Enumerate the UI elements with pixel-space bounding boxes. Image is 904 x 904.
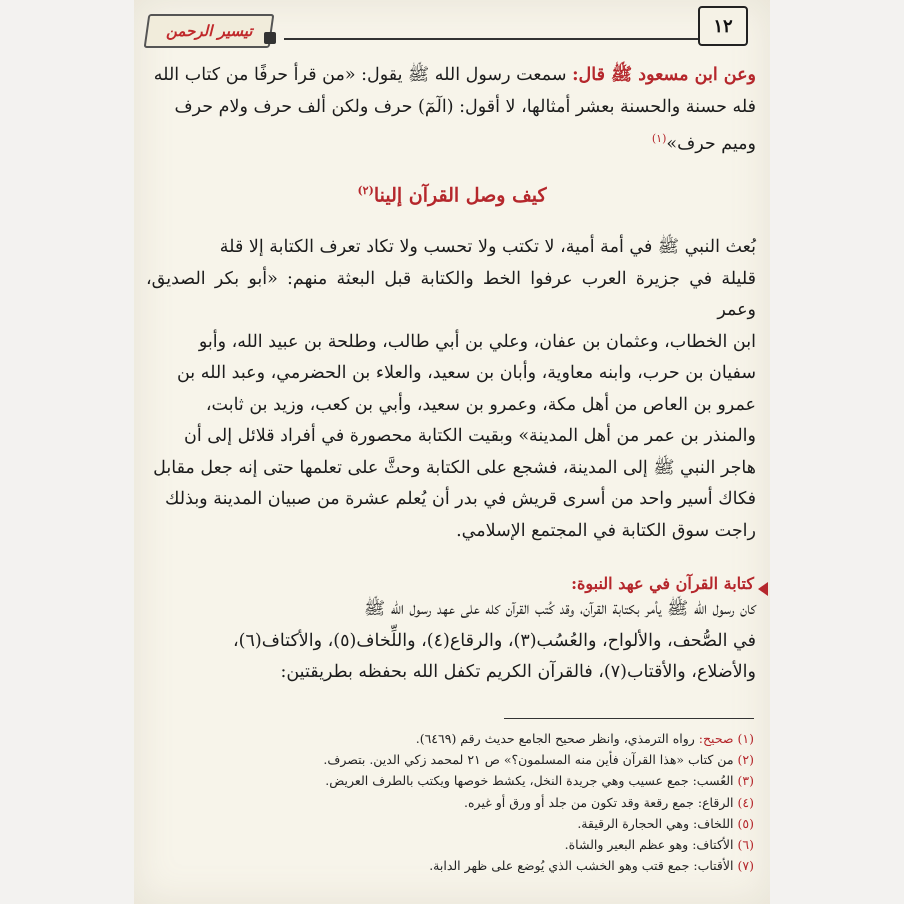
footnote-text: وهي الحجارة الرقيقة. [577, 815, 694, 831]
body-line: كان رسول الله ﷺ يأمر بكتابة القرآن، وقد كُتب القرآن كله على عهد رسول الله ﷺ [364, 599, 756, 619]
lamp-icon [264, 32, 276, 44]
footnote-label: العُسب: [692, 773, 734, 789]
footnote-text: جمع رقعة وقد تكون من جلد أو ورق أو غيره. [464, 794, 698, 810]
footnote-text: جمع عسيب وهي جريدة النخل، يكشط خوصها ويكتب بالطرف العريض. [325, 773, 693, 789]
footnote-item [194, 834, 754, 855]
book-title: تيسير الرحمن [165, 22, 253, 40]
hadith-lead: وعن ابن مسعود ﷺ قال: [572, 65, 756, 85]
footnote-item [194, 855, 754, 876]
hadith-line-3 [146, 123, 756, 160]
footnote-item [194, 770, 754, 791]
footnote-label: الرقاع: [697, 794, 734, 810]
footnote-label: صحيح: [698, 731, 734, 746]
body-line: في الصُّحف، والألواح، والعُسُب(٣)، والرقاع(٤)، واللِّخاف(٥)، والأكتاف(٦)، [232, 630, 756, 651]
body-line: بُعث النبي ﷺ في أمة أمية، لا تكتب ولا تحسب ولا تكاد تعرف الكتابة إلا قلة [219, 237, 756, 257]
footnote-number: (١) [737, 731, 754, 746]
footnote-text: رواه الترمذي، وانظر صحيح الجامع حديث رقم (٦٤٦٩). [415, 731, 699, 746]
footnote-divider [504, 718, 754, 719]
body-line: والمنذر بن عمر من أهل المدينة» وبقيت الكتابة محصورة في أفراد قلائل إلى أن [184, 426, 756, 446]
body-line: سفيان بن حرب، وابنه معاوية، وأبان بن سعيد، والعلاء بن الحضرمي، وعبد الله بن [176, 363, 756, 383]
hadith-line-1 [146, 60, 756, 92]
arrow-icon [758, 582, 768, 596]
paragraph-hadith [146, 60, 756, 160]
paragraph-writing-history [146, 232, 756, 547]
footnote-number: (٥) [737, 815, 754, 831]
footnote-text: من كتاب «هذا القرآن فأين منه المسلمون؟» ص ٢١ لمحمد زكي الدين. بتصرف. [323, 752, 734, 768]
footnote-label: الأكتاف: [692, 837, 734, 853]
section-heading [134, 184, 770, 206]
book-title-banner [144, 14, 275, 48]
footnote-number: (٤) [737, 794, 754, 810]
paragraph-quran-writing [146, 594, 756, 689]
footnote-item [194, 749, 754, 770]
header-rule [284, 38, 700, 40]
footnote-ref-2: (٢) [357, 184, 374, 197]
hadith-line-1-text: سمعت رسول الله ﷺ يقول: «من قرأ حرفًا من كتاب الله [153, 65, 573, 85]
hadith-line-2: فله حسنة والحسنة بعشر أمثالها، لا أقول: (الٓمٓ) حرف ولكن ألف حرف ولام حرف [174, 96, 756, 117]
footnote-label: الأقتاب: [693, 858, 734, 874]
footnote-number: (٧) [737, 858, 754, 874]
section-heading-text: كيف وصل القرآن إلينا [373, 184, 547, 207]
footnote-number: (٦) [737, 837, 754, 853]
footnotes [194, 728, 754, 876]
body-line: هاجر النبي ﷺ إلى المدينة، فشجع على الكتابة وحثَّ على تعلمها حتى إنه جعل مقابل [153, 457, 756, 478]
body-line: قليلة في جزيرة العرب عرفوا الخط والكتابة قبل البعثة منهم: «أبو بكر الصديق، وعمر [146, 268, 756, 320]
footnote-label: اللخاف: [693, 815, 734, 831]
book-page [134, 0, 770, 904]
footnote-item [194, 813, 754, 834]
body-line: راجت سوق الكتابة في المجتمع الإسلامي. [456, 520, 756, 541]
body-line: عمرو بن العاص من أهل مكة، وعمرو بن سعيد، وأبي بن كعب، وزيد بن ثابت، [205, 394, 756, 415]
page-number: ١٢ [698, 6, 748, 46]
footnote-item [194, 728, 754, 749]
hadith-line-3-text: وميم حرف» [666, 133, 756, 154]
footnote-text: وهو عظم البعير والشاة. [564, 837, 693, 853]
body-line: فكاك أسير واحد من أسرى قريش في بدر أن يُعلم عشرة من صبيان المدينة وبذلك [165, 489, 756, 509]
footnote-ref-1: (١) [651, 132, 667, 145]
body-line: والأضلاع، والأقتاب(٧)، فالقرآن الكريم تكفل الله بحفظه بطريقتين: [280, 662, 756, 682]
subsection-heading: كتابة القرآن في عهد النبوة: [571, 574, 754, 593]
footnote-item [194, 792, 754, 813]
footnote-number: (٣) [737, 773, 754, 789]
footnote-text: جمع قتب وهو الخشب الذي يُوضع على ظهر الدابة. [429, 858, 694, 874]
footnote-number: (٢) [737, 752, 754, 768]
body-line: ابن الخطاب، وعثمان بن عفان، وعلي بن أبي طالب، وطلحة بن عبيد الله، وأبو [198, 331, 756, 352]
